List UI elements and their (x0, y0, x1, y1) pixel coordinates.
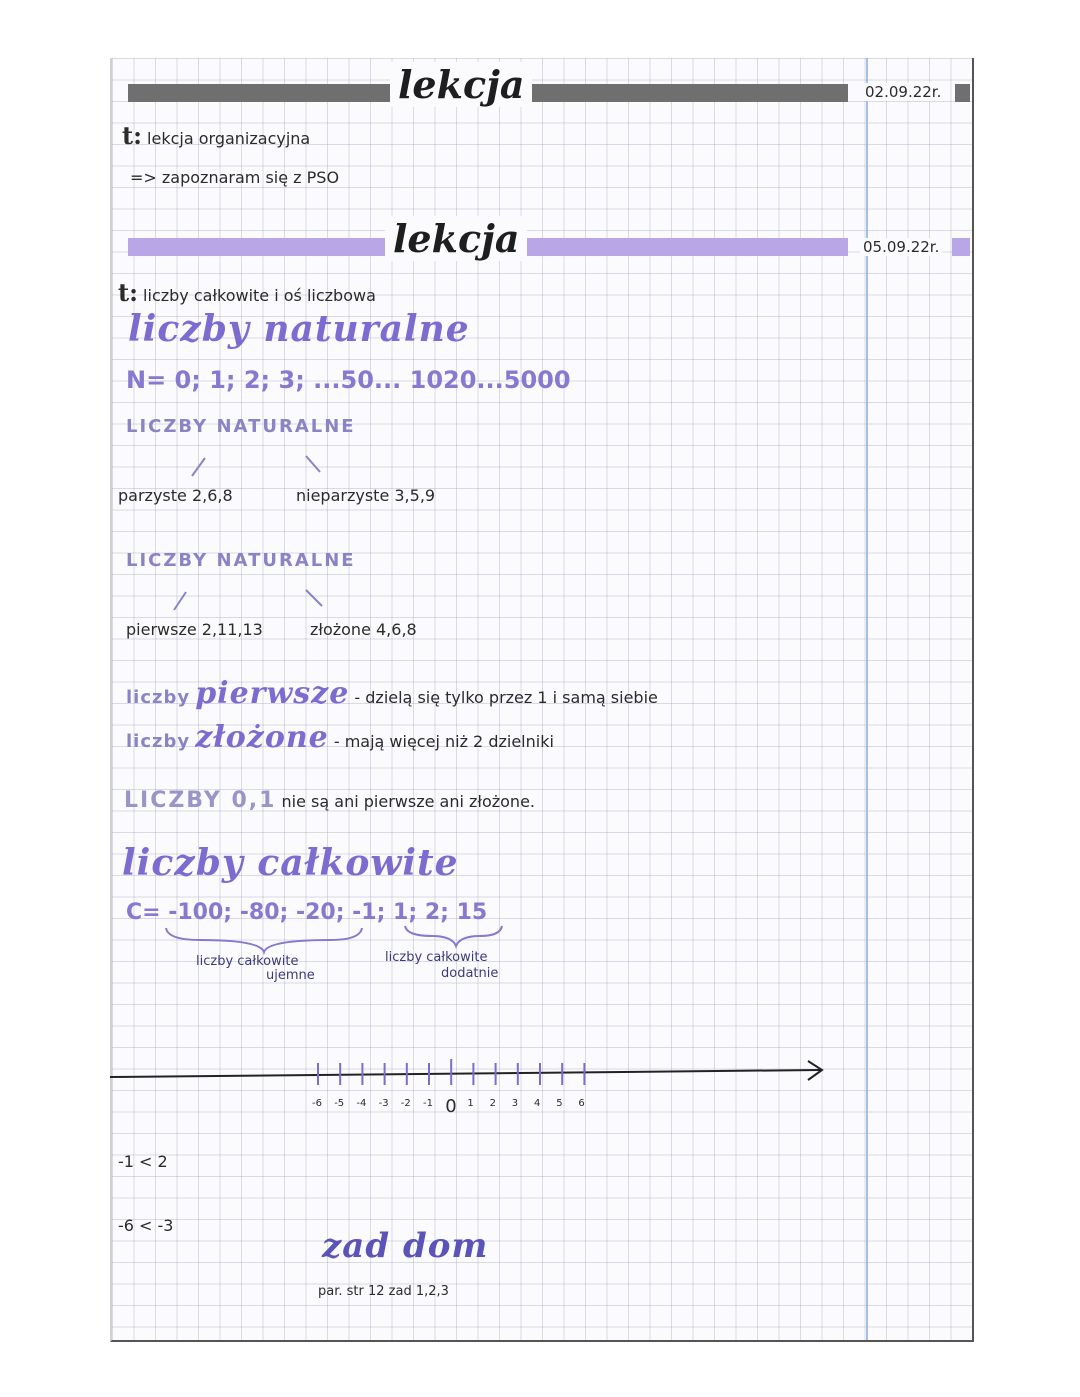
prime-word: pierwsze (195, 676, 350, 711)
number-line-label: -5 (334, 1098, 345, 1109)
diagram2-right-branch (306, 590, 322, 606)
number-line-label: -6 (312, 1098, 322, 1109)
negative-brace (166, 928, 362, 952)
prime-label: liczby (126, 687, 191, 708)
number-line-label: 4 (534, 1098, 541, 1109)
lesson1-heading: lekcja (390, 62, 532, 107)
zero-one-rest: nie są ani pierwsze ani złożone. (281, 792, 535, 811)
prime-def: - dzielą się tylko przez 1 i samą siebie (354, 688, 658, 707)
number-line-label: 3 (511, 1098, 519, 1109)
number-line-label: 2 (489, 1098, 496, 1109)
positive-label-2: dodatnie (441, 966, 499, 981)
number-line-label: -4 (356, 1098, 367, 1109)
diagram1-left: parzyste 2,6,8 (118, 486, 233, 505)
lesson2-date: 05.09.22r. (860, 238, 942, 256)
diagram1-left-branch (192, 458, 205, 476)
number-line-label: 0 (445, 1096, 457, 1117)
number-line-label: 5 (556, 1098, 563, 1109)
diagram2-right: złożone 4,6,8 (310, 620, 417, 639)
negative-label (196, 955, 315, 983)
composite-word: złożone (195, 720, 329, 755)
negative-label-1: liczby całkowite (196, 954, 299, 969)
diagram1-right: nieparzyste 3,5,9 (296, 486, 436, 505)
integers-set: C= -100; -80; -20; -1; 1; 2; 15 (126, 900, 488, 925)
homework-text: par. str 12 zad 1,2,3 (318, 1284, 449, 1299)
negative-label-2: ujemne (266, 968, 315, 983)
diagram2-left: pierwsze 2,11,13 (126, 620, 263, 639)
lesson1-note: => zapoznaram się z PSO (130, 168, 340, 187)
comparison-1: -1 < 2 (118, 1152, 168, 1171)
zero-one-caps: LICZBY 0,1 (124, 788, 277, 813)
number-line-label: 6 (578, 1098, 585, 1109)
topic-marker: t: (122, 121, 142, 150)
naturals-title: liczby naturalne (128, 308, 470, 350)
diagram1-right-branch (306, 456, 320, 472)
lesson2-topic: liczby całkowite i oś liczbowa (143, 286, 376, 305)
positive-brace (405, 926, 502, 946)
topic-marker: t: (118, 278, 138, 307)
lesson2-heading: lekcja (385, 216, 527, 261)
lesson1-topic: lekcja organizacyjna (147, 129, 311, 148)
positive-label (385, 950, 498, 982)
composite-label: liczby (126, 731, 191, 752)
lesson1-date: 02.09.22r. (862, 83, 944, 101)
comparison-2: -6 < -3 (118, 1216, 174, 1235)
diagram2-head: LICZBY NATURALNE (126, 550, 356, 571)
diagram2-left-branch (174, 592, 186, 610)
number-line-label: 1 (467, 1098, 474, 1109)
diagram1-head: LICZBY NATURALNE (126, 416, 356, 437)
homework-title: zad dom (322, 1226, 489, 1266)
number-line-label: -2 (400, 1098, 411, 1109)
number-line-label: -1 (423, 1098, 433, 1109)
composite-def: - mają więcej niż 2 dzielniki (333, 732, 554, 751)
positive-label-1: liczby całkowite (385, 950, 488, 965)
number-line-label: -3 (378, 1098, 389, 1109)
number-line-axis (110, 1070, 820, 1077)
naturals-set: N= 0; 1; 2; 3; ...50... 1020...5000 (126, 366, 571, 394)
integers-title: liczby całkowite (122, 842, 459, 884)
